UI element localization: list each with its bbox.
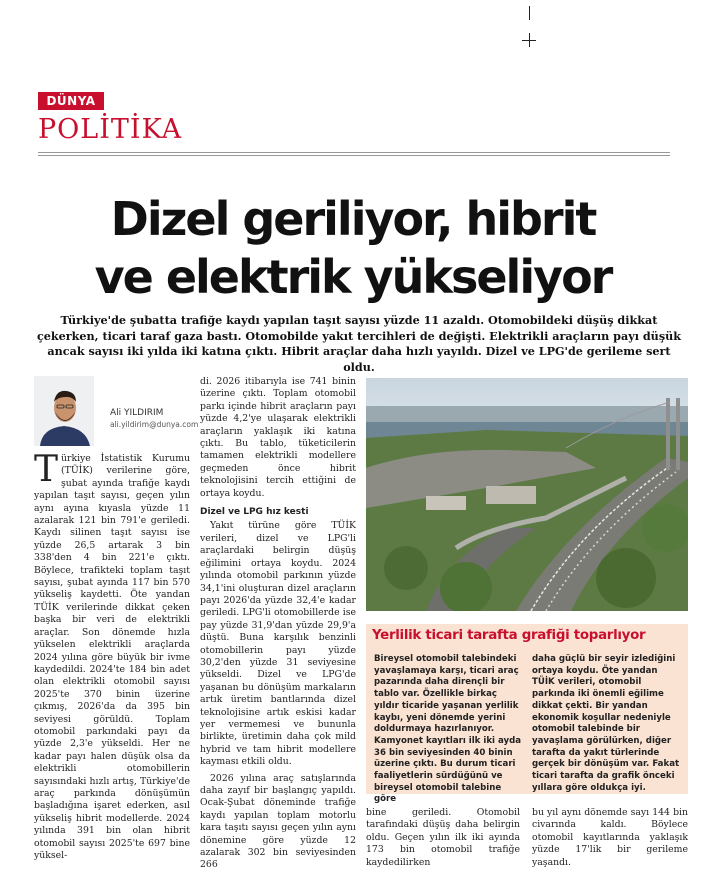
sidebar-column-left: [374, 654, 522, 806]
column-4-text: bu yıl aynı dönemde sayı 144 bin civarında kaldı. Böylece otomobil kayıtlarında yaklaşık yüzde 17'lik bir gerileme yaşandı.: [532, 807, 688, 868]
crop-mark-vertical: [529, 6, 530, 20]
bridge-traffic-photo: [366, 378, 688, 611]
article-column-4: [532, 807, 688, 869]
sidebar-column-right: [532, 654, 682, 794]
section-title: POLİTİKA: [38, 114, 183, 145]
column-1-text: ürkiye İstatistik Kurumu (TÜİK) verilerine göre, şubat ayında trafiğe kaydı yapılan taşıt sayısı, geçen yılın aynı ayına kıyasla yüzde 11 azalarak 121 bin 791'e geriledi. Kaydı silinen taşıt sayısı ise yüzde 26,5 artarak 3 bin 338'den 4 bin 221'e çıktı. Böylece, trafikteki toplam taşıt sayısı, şubat ayında 117 bin 570 yükseliş kaydetti. Öte yandan TÜİK verilerinde dikkat çeken başka bir veri de elektrikli araçlar. Son dönemde hızla yükselen elektrikli araçlarda 2024 yılına göre büyük bir ivme kaydedildi. 2024'te 184 bin adet olan elektrikli otomobil sayısı 2025'te 370 binin üzerine çıkmış, 2026'da da 395 bin seviyesi görüldü. Toplam otomobil parkındaki payı da yüzde 2,3'e yükseldi. Her ne kadar payı halen düşük olsa da elektrikli otomobillerin sayısındaki hızlı artış, Türkiye'de araç parkında dönüşümün başladığına işaret ederken, asıl yükseliş hibrit modellerde. 2024 yılında 391 bin olan hibrit otomobil sayısı 2025'te 697 bine yüksel-: [34, 453, 190, 861]
sidebar-text-right: daha güçlü bir seyir izlediğini ortaya koydu. Öte yandan TÜİK verileri, otomobil parkında iki önemli eğilime dikkat çekti. Bir yandan ekonomik koşullar nedeniyle otomobil talebinde bir yavaşlama görülürken, diğer tarafta da yakıt türlerinde gerçek bir dönüşüm var. Fakat ticari tarafta da grafik önceki yıllara göre oldukça iyi.: [532, 654, 680, 793]
article-column-1: [34, 449, 190, 862]
article-deck: [34, 313, 684, 375]
column-2-text-a: di. 2026 itibarıyla ise 741 binin üzerine çıktı. Toplam otomobil parkı içinde hibrit araçların payı yüzde 4,2'ye ulaşarak elektrikli araçların yaklaşık iki katına çıktı. Bu tablo, tüketicilerin tamamen elektrikli modellere geçmeden önce hibrit teknolojisini tercih ettiğini de ortaya koydu.: [200, 376, 356, 499]
headline-line-2: ve elektrik yükseliyor: [94, 250, 612, 304]
author-name: Ali YILDIRIM: [110, 408, 164, 418]
subheading: Dizel ve LPG hız kesti: [200, 507, 309, 518]
author-photo: [34, 376, 94, 446]
deck-line: ancak sayısı iki yılda iki katına çıktı. Hibrit araçlar daha hızlı yayıldı. Dizel ve LPG'de gerileme sert oldu.: [47, 344, 671, 374]
article-column-2: [200, 376, 356, 872]
section-divider: [38, 152, 670, 153]
author-email: ali.yildirim@dunya.com: [110, 420, 199, 429]
headline-line-1: Dizel geriliyor, hibrit: [110, 192, 596, 246]
deck-line: çekerken, ticari taraf gaza bastı. Otomobilde yakıt tercihleri de değişti. Elektrikli araçların payı düşük: [36, 328, 682, 343]
article-column-3: [366, 807, 520, 869]
crop-mark-plus-h: [522, 40, 536, 41]
section-divider-2: [38, 155, 670, 156]
drop-cap: T: [34, 449, 59, 490]
deck-line: Türkiye'de şubatta trafiğe kaydı yapılan taşıt sayısı yüzde 11 azaldı. Otomobildeki düşüş dikkat: [60, 313, 658, 327]
photo-illustration: [366, 378, 688, 611]
column-2-text-b: Yakıt türüne göre TÜİK verileri, dizel ve LPG'li araçlardaki belirgin düşüş eğilimini ortaya koydu. 2024 yılında otomobil parkının yüzde 34,1'ini oluşturan dizel araçların payı 2026'da yüzde 32,4'e kadar geriledi. LPG'li otomobillerde ise pay yüzde 31,9'dan yüzde 29,9'a düştü. Buna karşılık benzinli otomobillerin payı yüzde 30,2'den yüzde 31 seviyesine yükseldi. Dizel ve LPG'de yaşanan bu dönüşüm markaların artık üretim bantlarında dizel teknolojisine artık eskisi kadar yer vermemesi ve bununla birlikte, üretimin daha çok mild hybrid ve tam hibrit modellere kayması etkili oldu.: [200, 520, 356, 768]
sidebar-text-left: Bireysel otomobil talebindeki yavaşlamaya karşı, ticari araç pazarında daha dirençli bir tablo var. Özellikle birkaç yıldır ticaride yaşanan yerlilik kaybı, yeni dönemde yerini doldurmaya hazırlanıyor. Kamyonet kayıtları ilk iki ayda 36 bin seviyesinden 40 binin üzerine çıktı. Bu durum ticari faaliyetlerin sürdüğünü ve bireysel otomobil talebine göre: [374, 654, 522, 805]
column-2-text-c: 2026 yılına araç satışlarında daha zayıf bir başlangıç yapıldı. Ocak-Şubat döneminde trafiğe kaydı yapılan toplam motorlu kara taşıtı sayısı geçen yılın aynı dönemine göre yüzde 12 azalarak 302 bin seviyesinden 266: [200, 772, 356, 871]
sidebar-title: Yerlilik ticari tarafta grafiği toparlıyor: [372, 628, 646, 643]
column-3-text: bine geriledi. Otomobil tarafındaki düşüş daha belirgin oldu. Geçen yılın ilk iki ayında 173 bin otomobil trafiğe kaydedilirken: [366, 807, 520, 868]
newspaper-logo: DÜNYA: [38, 92, 104, 110]
